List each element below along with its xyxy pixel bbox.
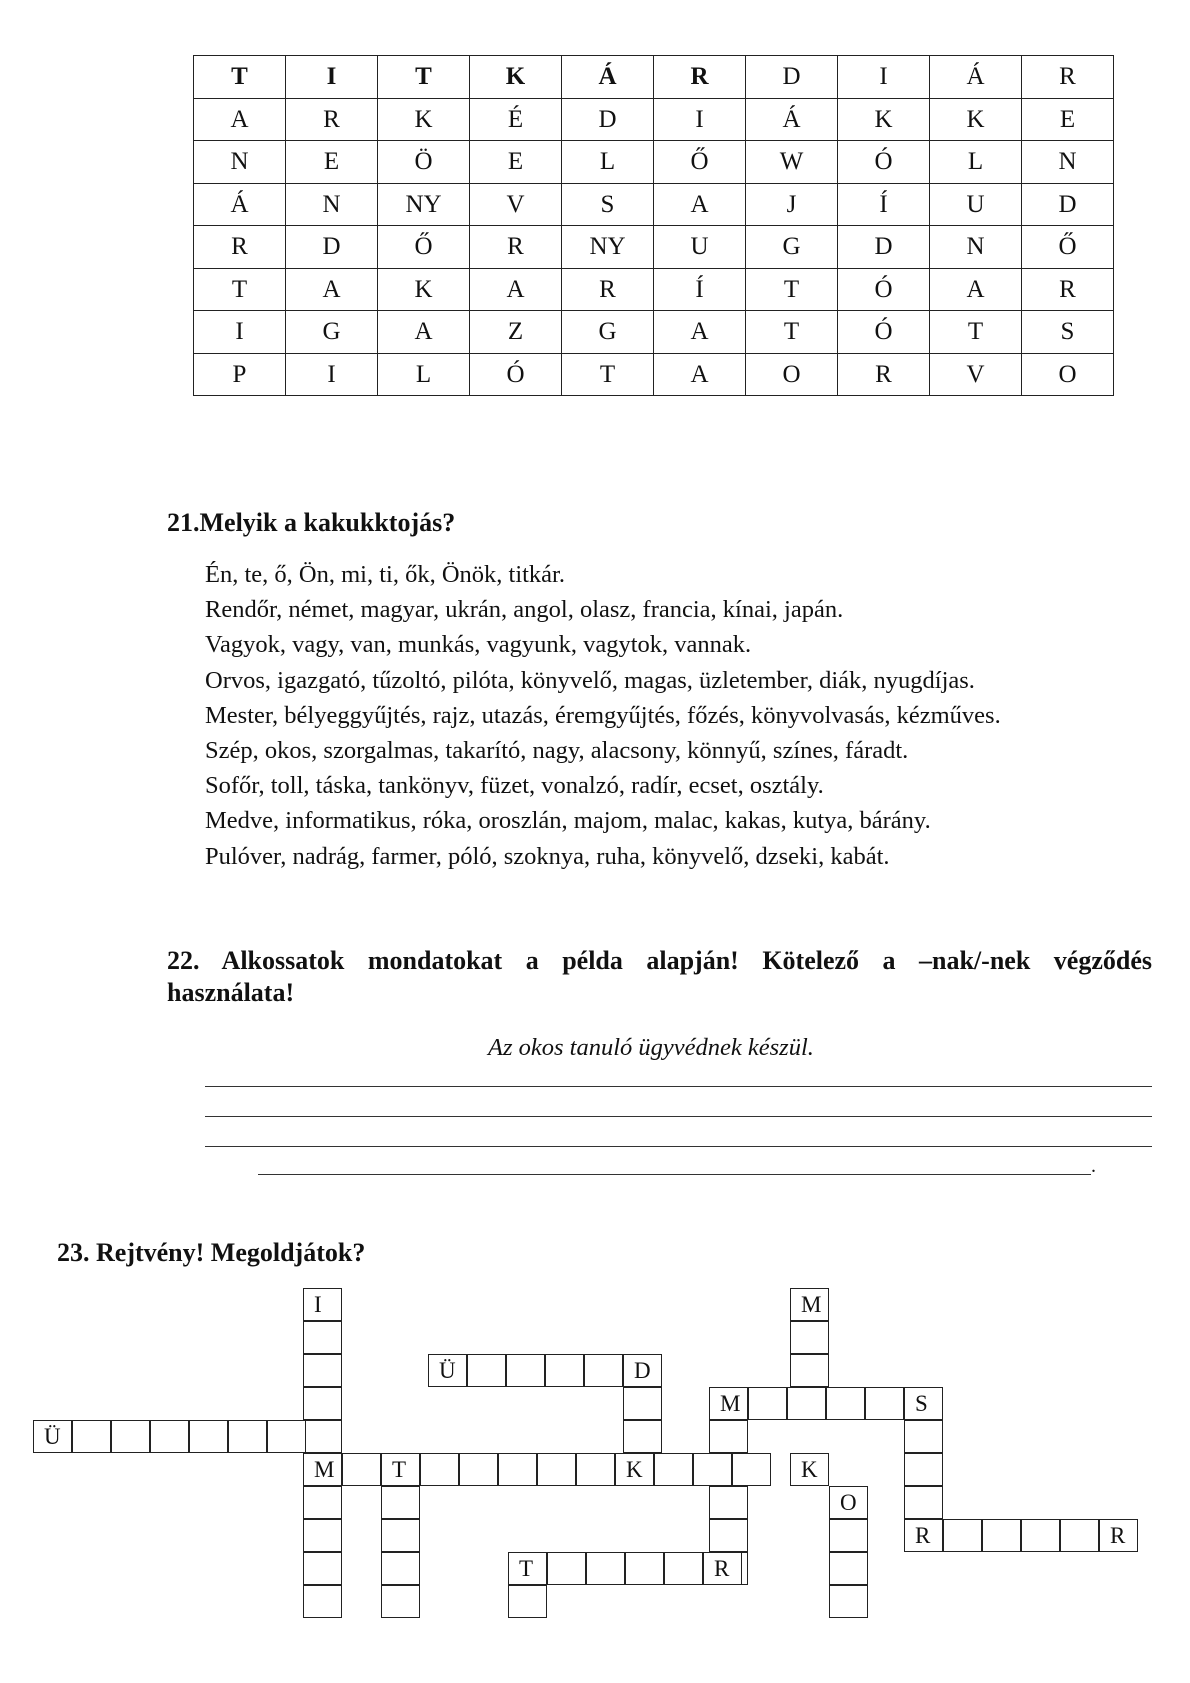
crossword-cell[interactable] bbox=[267, 1420, 306, 1453]
q21-line: Én, te, ő, Ön, mi, ti, ők, Önök, titkár. bbox=[205, 561, 565, 588]
crossword-cell[interactable]: R bbox=[1099, 1519, 1138, 1552]
word-grid-cell: Ő bbox=[654, 141, 746, 184]
word-grid-cell: R bbox=[194, 226, 286, 269]
word-grid-cell: Ó bbox=[838, 311, 930, 354]
word-grid-cell: Ő bbox=[1022, 226, 1114, 269]
line-end-dot: . bbox=[1091, 1155, 1096, 1177]
crossword-cell[interactable]: Ü bbox=[33, 1420, 72, 1453]
word-grid-cell: A bbox=[194, 98, 286, 141]
crossword-cell[interactable] bbox=[826, 1387, 865, 1420]
crossword-cell[interactable]: M bbox=[709, 1387, 748, 1420]
crossword-cell[interactable] bbox=[381, 1486, 420, 1519]
word-grid-cell: G bbox=[746, 226, 838, 269]
word-grid-cell: L bbox=[930, 141, 1022, 184]
word-grid-cell: U bbox=[930, 183, 1022, 226]
word-grid-cell: N bbox=[286, 183, 378, 226]
word-grid-cell: O bbox=[1022, 353, 1114, 396]
crossword-cell[interactable] bbox=[420, 1453, 459, 1486]
word-grid-cell: T bbox=[746, 268, 838, 311]
crossword-cell[interactable]: M bbox=[303, 1453, 342, 1486]
word-grid-cell: Ó bbox=[838, 268, 930, 311]
q21-line: Vagyok, vagy, van, munkás, vagyunk, vagytok, vannak. bbox=[205, 631, 752, 659]
word-grid-cell: R bbox=[286, 98, 378, 141]
crossword-cell[interactable] bbox=[303, 1420, 342, 1453]
crossword-cell[interactable] bbox=[381, 1552, 420, 1585]
word-grid-cell: Á bbox=[194, 183, 286, 226]
word-grid-cell: I bbox=[194, 311, 286, 354]
word-grid-cell: S bbox=[562, 183, 654, 226]
crossword-cell[interactable] bbox=[625, 1552, 664, 1585]
crossword-cell[interactable] bbox=[623, 1387, 662, 1420]
crossword-cell[interactable] bbox=[498, 1453, 537, 1486]
crossword-cell[interactable] bbox=[709, 1519, 748, 1552]
word-grid-cell: D bbox=[838, 226, 930, 269]
word-grid-cell: R bbox=[1022, 268, 1114, 311]
crossword-cell[interactable]: K bbox=[790, 1453, 829, 1486]
word-grid-cell: Ó bbox=[470, 353, 562, 396]
word-grid-cell: E bbox=[1022, 98, 1114, 141]
word-grid-cell: T bbox=[194, 268, 286, 311]
word-grid-cell: K bbox=[838, 98, 930, 141]
crossword-cell[interactable] bbox=[467, 1354, 506, 1387]
crossword-cell[interactable] bbox=[664, 1552, 703, 1585]
word-grid-cell: J bbox=[746, 183, 838, 226]
word-grid-cell: K bbox=[378, 268, 470, 311]
crossword-cell[interactable] bbox=[303, 1486, 342, 1519]
word-grid-cell: S bbox=[1022, 311, 1114, 354]
word-grid-cell: Á bbox=[930, 56, 1022, 99]
word-grid-cell: N bbox=[194, 141, 286, 184]
crossword-cell[interactable]: I bbox=[303, 1288, 342, 1321]
crossword-cell[interactable] bbox=[654, 1453, 693, 1486]
word-grid-cell: V bbox=[930, 353, 1022, 396]
word-grid-cell: W bbox=[746, 141, 838, 184]
q23-title: 23. Rejtvény! Megoldjátok? bbox=[57, 1238, 366, 1267]
word-grid-cell: R bbox=[562, 268, 654, 311]
crossword-cell[interactable]: R bbox=[904, 1519, 943, 1552]
crossword-cell[interactable]: Ü bbox=[428, 1354, 467, 1387]
q22-title: 22. Alkossatok mondatokat a példa alapján! Kötelező a –nak/-nek végződés bbox=[167, 946, 1152, 975]
crossword-cell[interactable] bbox=[506, 1354, 545, 1387]
word-grid-cell: A bbox=[470, 268, 562, 311]
word-grid-cell: T bbox=[562, 353, 654, 396]
word-grid-cell: Z bbox=[470, 311, 562, 354]
word-grid-cell: D bbox=[746, 56, 838, 99]
crossword-cell[interactable] bbox=[150, 1420, 189, 1453]
word-grid-cell: N bbox=[930, 226, 1022, 269]
word-grid-cell: L bbox=[562, 141, 654, 184]
crossword-cell[interactable]: D bbox=[623, 1354, 662, 1387]
word-grid-cell: K bbox=[470, 56, 562, 99]
crossword-cell[interactable] bbox=[111, 1420, 150, 1453]
word-grid-cell: Á bbox=[746, 98, 838, 141]
word-grid-cell: E bbox=[286, 141, 378, 184]
word-grid-cell: R bbox=[654, 56, 746, 99]
q22-example-sentence: Az okos tanuló ügyvédnek készül. bbox=[488, 1034, 814, 1061]
word-grid-cell: A bbox=[654, 311, 746, 354]
word-grid-cell: NY bbox=[562, 226, 654, 269]
crossword-cell[interactable] bbox=[904, 1486, 943, 1519]
word-grid-cell: P bbox=[194, 353, 286, 396]
crossword-cell[interactable] bbox=[547, 1552, 586, 1585]
q21-line: Medve, informatikus, róka, oroszlán, majom, malac, kakas, kutya, bárány. bbox=[205, 807, 931, 835]
word-grid-cell: K bbox=[378, 98, 470, 141]
crossword-cell[interactable] bbox=[790, 1354, 829, 1387]
word-grid-cell: A bbox=[286, 268, 378, 311]
q21-title: 21.Melyik a kakukktojás? bbox=[167, 508, 456, 537]
crossword-cell[interactable] bbox=[943, 1519, 982, 1552]
crossword-cell[interactable] bbox=[790, 1321, 829, 1354]
word-grid-cell: T bbox=[746, 311, 838, 354]
word-grid-cell: I bbox=[654, 98, 746, 141]
crossword-cell[interactable] bbox=[623, 1420, 662, 1453]
crossword-cell[interactable] bbox=[303, 1519, 342, 1552]
word-grid-cell: Ő bbox=[378, 226, 470, 269]
word-grid-cell: Ó bbox=[838, 141, 930, 184]
word-grid-cell: I bbox=[286, 56, 378, 99]
q21-line: Szép, okos, szorgalmas, takarító, nagy, alacsony, könnyű, színes, fáradt. bbox=[205, 737, 909, 765]
crossword-cell[interactable] bbox=[228, 1420, 267, 1453]
crossword-cell[interactable] bbox=[303, 1321, 342, 1354]
crossword-cell[interactable]: T bbox=[508, 1552, 547, 1585]
q21-line: Rendőr, német, magyar, ukrán, angol, olasz, francia, kínai, japán. bbox=[205, 596, 844, 624]
crossword-cell[interactable]: M bbox=[790, 1288, 829, 1321]
crossword-cell[interactable] bbox=[72, 1420, 111, 1453]
crossword-cell[interactable] bbox=[787, 1387, 826, 1420]
word-grid-cell: NY bbox=[378, 183, 470, 226]
word-grid-cell: Ö bbox=[378, 141, 470, 184]
q21-line: Orvos, igazgató, tűzoltó, pilóta, könyvelő, magas, üzletember, diák, nyugdíjas. bbox=[205, 666, 975, 694]
crossword-cell[interactable] bbox=[303, 1387, 342, 1420]
crossword-cell[interactable]: K bbox=[615, 1453, 654, 1486]
crossword-cell[interactable] bbox=[576, 1453, 615, 1486]
q21-line: Sofőr, toll, táska, tankönyv, füzet, vonalzó, radír, ecset, osztály. bbox=[205, 772, 824, 800]
crossword-cell[interactable]: S bbox=[904, 1387, 943, 1420]
crossword-cell[interactable] bbox=[545, 1354, 584, 1387]
word-grid-cell: U bbox=[654, 226, 746, 269]
word-grid-cell: D bbox=[286, 226, 378, 269]
word-grid-cell: A bbox=[378, 311, 470, 354]
crossword-cell[interactable] bbox=[709, 1486, 748, 1519]
q21-line: Mester, bélyeggyűjtés, rajz, utazás, éremgyűjtés, főzés, könyvolvasás, kézműves. bbox=[205, 701, 1001, 729]
word-grid-cell: G bbox=[286, 311, 378, 354]
word-grid-cell: R bbox=[470, 226, 562, 269]
crossword-cell[interactable]: R bbox=[703, 1552, 742, 1585]
crossword-cell[interactable] bbox=[508, 1585, 547, 1618]
crossword-cell[interactable] bbox=[904, 1420, 943, 1453]
word-grid-cell: A bbox=[654, 183, 746, 226]
crossword-cell[interactable] bbox=[829, 1519, 868, 1552]
crossword-cell[interactable] bbox=[459, 1453, 498, 1486]
word-grid-cell: D bbox=[562, 98, 654, 141]
word-grid-cell: A bbox=[654, 353, 746, 396]
crossword-cell[interactable] bbox=[381, 1519, 420, 1552]
word-grid-cell: I bbox=[838, 56, 930, 99]
q21-line: Pulóver, nadrág, farmer, póló, szoknya, ruha, könyvelő, dzseki, kabát. bbox=[205, 842, 890, 870]
word-grid-cell: D bbox=[1022, 183, 1114, 226]
word-grid-cell: T bbox=[930, 311, 1022, 354]
word-grid-cell: E bbox=[470, 141, 562, 184]
crossword-cell[interactable] bbox=[1060, 1519, 1099, 1552]
word-grid-cell: É bbox=[470, 98, 562, 141]
crossword-cell[interactable] bbox=[693, 1453, 732, 1486]
crossword-cell[interactable] bbox=[709, 1420, 748, 1453]
crossword-cell[interactable] bbox=[381, 1585, 420, 1618]
crossword-cell[interactable] bbox=[829, 1552, 868, 1585]
word-grid-cell: G bbox=[562, 311, 654, 354]
crossword-cell[interactable] bbox=[303, 1552, 342, 1585]
crossword-cell[interactable] bbox=[584, 1354, 623, 1387]
crossword-cell[interactable] bbox=[303, 1354, 342, 1387]
crossword-cell[interactable] bbox=[303, 1585, 342, 1618]
crossword-cell[interactable] bbox=[748, 1387, 787, 1420]
crossword-cell[interactable] bbox=[829, 1585, 868, 1618]
word-grid-cell: L bbox=[378, 353, 470, 396]
crossword-cell[interactable] bbox=[732, 1453, 771, 1486]
crossword-cell[interactable] bbox=[1021, 1519, 1060, 1552]
crossword-cell[interactable] bbox=[189, 1420, 228, 1453]
crossword-cell[interactable] bbox=[342, 1453, 381, 1486]
word-grid-cell: I bbox=[286, 353, 378, 396]
crossword-cell[interactable] bbox=[537, 1453, 576, 1486]
crossword-cell[interactable] bbox=[865, 1387, 904, 1420]
crossword-cell[interactable] bbox=[904, 1453, 943, 1486]
word-grid-cell: K bbox=[930, 98, 1022, 141]
crossword-cell[interactable]: T bbox=[381, 1453, 420, 1486]
crossword-cell[interactable] bbox=[586, 1552, 625, 1585]
word-grid-cell: V bbox=[470, 183, 562, 226]
word-grid-cell: T bbox=[378, 56, 470, 99]
word-grid-cell: Í bbox=[838, 183, 930, 226]
word-grid-cell: T bbox=[194, 56, 286, 99]
word-grid-cell: Á bbox=[562, 56, 654, 99]
word-grid-cell: Í bbox=[654, 268, 746, 311]
crossword-cell[interactable] bbox=[982, 1519, 1021, 1552]
crossword-cell[interactable]: O bbox=[829, 1486, 868, 1519]
word-grid-cell: O bbox=[746, 353, 838, 396]
word-grid-cell: R bbox=[1022, 56, 1114, 99]
q22-title-continued: használata! bbox=[167, 978, 295, 1007]
word-grid-cell: R bbox=[838, 353, 930, 396]
word-grid-cell: N bbox=[1022, 141, 1114, 184]
word-grid-cell: A bbox=[930, 268, 1022, 311]
